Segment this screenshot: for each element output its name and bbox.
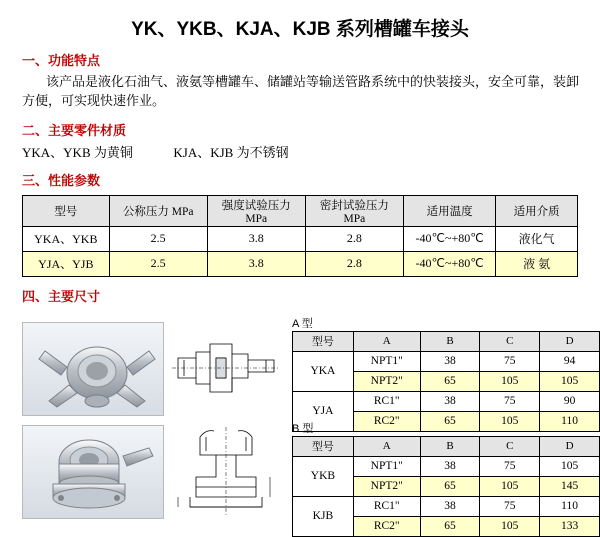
perf-r1-c2: 3.8 bbox=[207, 251, 305, 276]
table-header-row bbox=[293, 436, 600, 456]
technical-drawing-type-b bbox=[170, 425, 282, 517]
b-col-0: 型号 bbox=[293, 436, 354, 456]
a-r0-c2: 38 bbox=[420, 351, 480, 371]
a-r2-model: YJA bbox=[293, 391, 354, 431]
b-r2-c2: 38 bbox=[420, 496, 480, 516]
b-r0-model: YKB bbox=[293, 456, 354, 496]
technical-drawing-type-a bbox=[170, 322, 282, 414]
b-r3-c4: 133 bbox=[540, 516, 600, 536]
a-col-1: A bbox=[353, 331, 420, 351]
type-b-label: B 型 bbox=[292, 422, 314, 435]
page-title: YK、YKB、KJA、KJB 系列槽罐车接头 bbox=[131, 19, 469, 40]
b-r0-c1: NPT1" bbox=[353, 456, 420, 476]
product-photo-type-a bbox=[22, 322, 164, 416]
a-r3-c3: 105 bbox=[480, 411, 540, 431]
perf-col-1: 公称压力 MPa bbox=[109, 195, 207, 226]
b-r3-c3: 105 bbox=[480, 516, 540, 536]
b-r2-model: KJB bbox=[293, 496, 354, 536]
perf-col-5: 适用介质 bbox=[496, 195, 578, 226]
document-page bbox=[0, 14, 600, 533]
b-col-1: A bbox=[353, 436, 420, 456]
table-header-row bbox=[23, 195, 578, 226]
b-r3-c1: RC2" bbox=[353, 516, 420, 536]
perf-r1-c1: 2.5 bbox=[109, 251, 207, 276]
perf-r0-c1: 2.5 bbox=[109, 226, 207, 251]
table-row bbox=[23, 226, 578, 251]
a-col-2: B bbox=[420, 331, 480, 351]
material-right: KJA、KJB 为不锈钢 bbox=[173, 144, 289, 160]
features-text: 该产品是液化石油气、液氨等槽罐车、储罐站等输送管路系统中的快装接头，安全可靠，装卸方便，可实现快速作业。 bbox=[22, 74, 580, 108]
b-r1-c4: 145 bbox=[540, 476, 600, 496]
a-col-0: 型号 bbox=[293, 331, 354, 351]
perf-r0-c0: YKA、YKB bbox=[23, 226, 110, 251]
a-r1-c4: 105 bbox=[540, 371, 600, 391]
perf-r0-c4: -40℃~+80℃ bbox=[403, 226, 495, 251]
a-r3-c1: RC2" bbox=[353, 411, 420, 431]
perf-col-0: 型号 bbox=[23, 195, 110, 226]
section-heading-performance: 三、性能参数 bbox=[22, 172, 101, 188]
table-row bbox=[23, 251, 578, 276]
b-r1-c2: 65 bbox=[420, 476, 480, 496]
b-col-4: D bbox=[540, 436, 600, 456]
type-a-dimension-table bbox=[292, 331, 600, 432]
a-r0-c3: 75 bbox=[480, 351, 540, 371]
perf-r0-c3: 2.8 bbox=[305, 226, 403, 251]
table-row bbox=[293, 456, 600, 476]
a-r1-c1: NPT2" bbox=[353, 371, 420, 391]
table-row bbox=[293, 351, 600, 371]
b-r2-c1: RC1" bbox=[353, 496, 420, 516]
material-line bbox=[22, 142, 600, 161]
section-heading-dimensions: 四、主要尺寸 bbox=[22, 288, 101, 304]
a-col-3: C bbox=[480, 331, 540, 351]
table-row bbox=[293, 391, 600, 411]
b-col-3: C bbox=[480, 436, 540, 456]
type-a-label: A 型 bbox=[292, 317, 313, 330]
b-r0-c3: 75 bbox=[480, 456, 540, 476]
a-r2-c1: RC1" bbox=[353, 391, 420, 411]
material-left: YKA、YKB 为黄铜 bbox=[22, 144, 133, 160]
b-r3-c2: 65 bbox=[420, 516, 480, 536]
b-r2-c4: 110 bbox=[540, 496, 600, 516]
perf-col-2: 强度试验压力 MPa bbox=[207, 195, 305, 226]
perf-r1-c0: YJA、YJB bbox=[23, 251, 110, 276]
perf-r0-c5: 液化气 bbox=[496, 226, 578, 251]
perf-r0-c2: 3.8 bbox=[207, 226, 305, 251]
performance-table bbox=[22, 195, 578, 277]
b-col-2: B bbox=[420, 436, 480, 456]
b-r1-c3: 105 bbox=[480, 476, 540, 496]
a-r2-c2: 38 bbox=[420, 391, 480, 411]
product-photo-type-b bbox=[22, 425, 164, 519]
table-header-row bbox=[293, 331, 600, 351]
b-r1-c1: NPT2" bbox=[353, 476, 420, 496]
a-col-4: D bbox=[540, 331, 600, 351]
b-r0-c2: 38 bbox=[420, 456, 480, 476]
section-heading-features: 一、功能特点 bbox=[22, 53, 101, 68]
perf-r1-c4: -40℃~+80℃ bbox=[403, 251, 495, 276]
type-b-dimension-table bbox=[292, 436, 600, 537]
perf-r1-c5: 液 氨 bbox=[496, 251, 578, 276]
b-r0-c4: 105 bbox=[540, 456, 600, 476]
a-r2-c3: 75 bbox=[480, 391, 540, 411]
a-r3-c4: 110 bbox=[540, 411, 600, 431]
a-r1-c2: 65 bbox=[420, 371, 480, 391]
perf-col-4: 适用温度 bbox=[403, 195, 495, 226]
section-heading-material: 二、主要零件材质 bbox=[22, 122, 127, 138]
a-r2-c4: 90 bbox=[540, 391, 600, 411]
a-r0-model: YKA bbox=[293, 351, 354, 391]
a-r0-c1: NPT1" bbox=[353, 351, 420, 371]
a-r3-c2: 65 bbox=[420, 411, 480, 431]
table-row bbox=[293, 496, 600, 516]
b-r2-c3: 75 bbox=[480, 496, 540, 516]
perf-col-3: 密封试验压力 MPa bbox=[305, 195, 403, 226]
perf-r1-c3: 2.8 bbox=[305, 251, 403, 276]
a-r1-c3: 105 bbox=[480, 371, 540, 391]
a-r0-c4: 94 bbox=[540, 351, 600, 371]
